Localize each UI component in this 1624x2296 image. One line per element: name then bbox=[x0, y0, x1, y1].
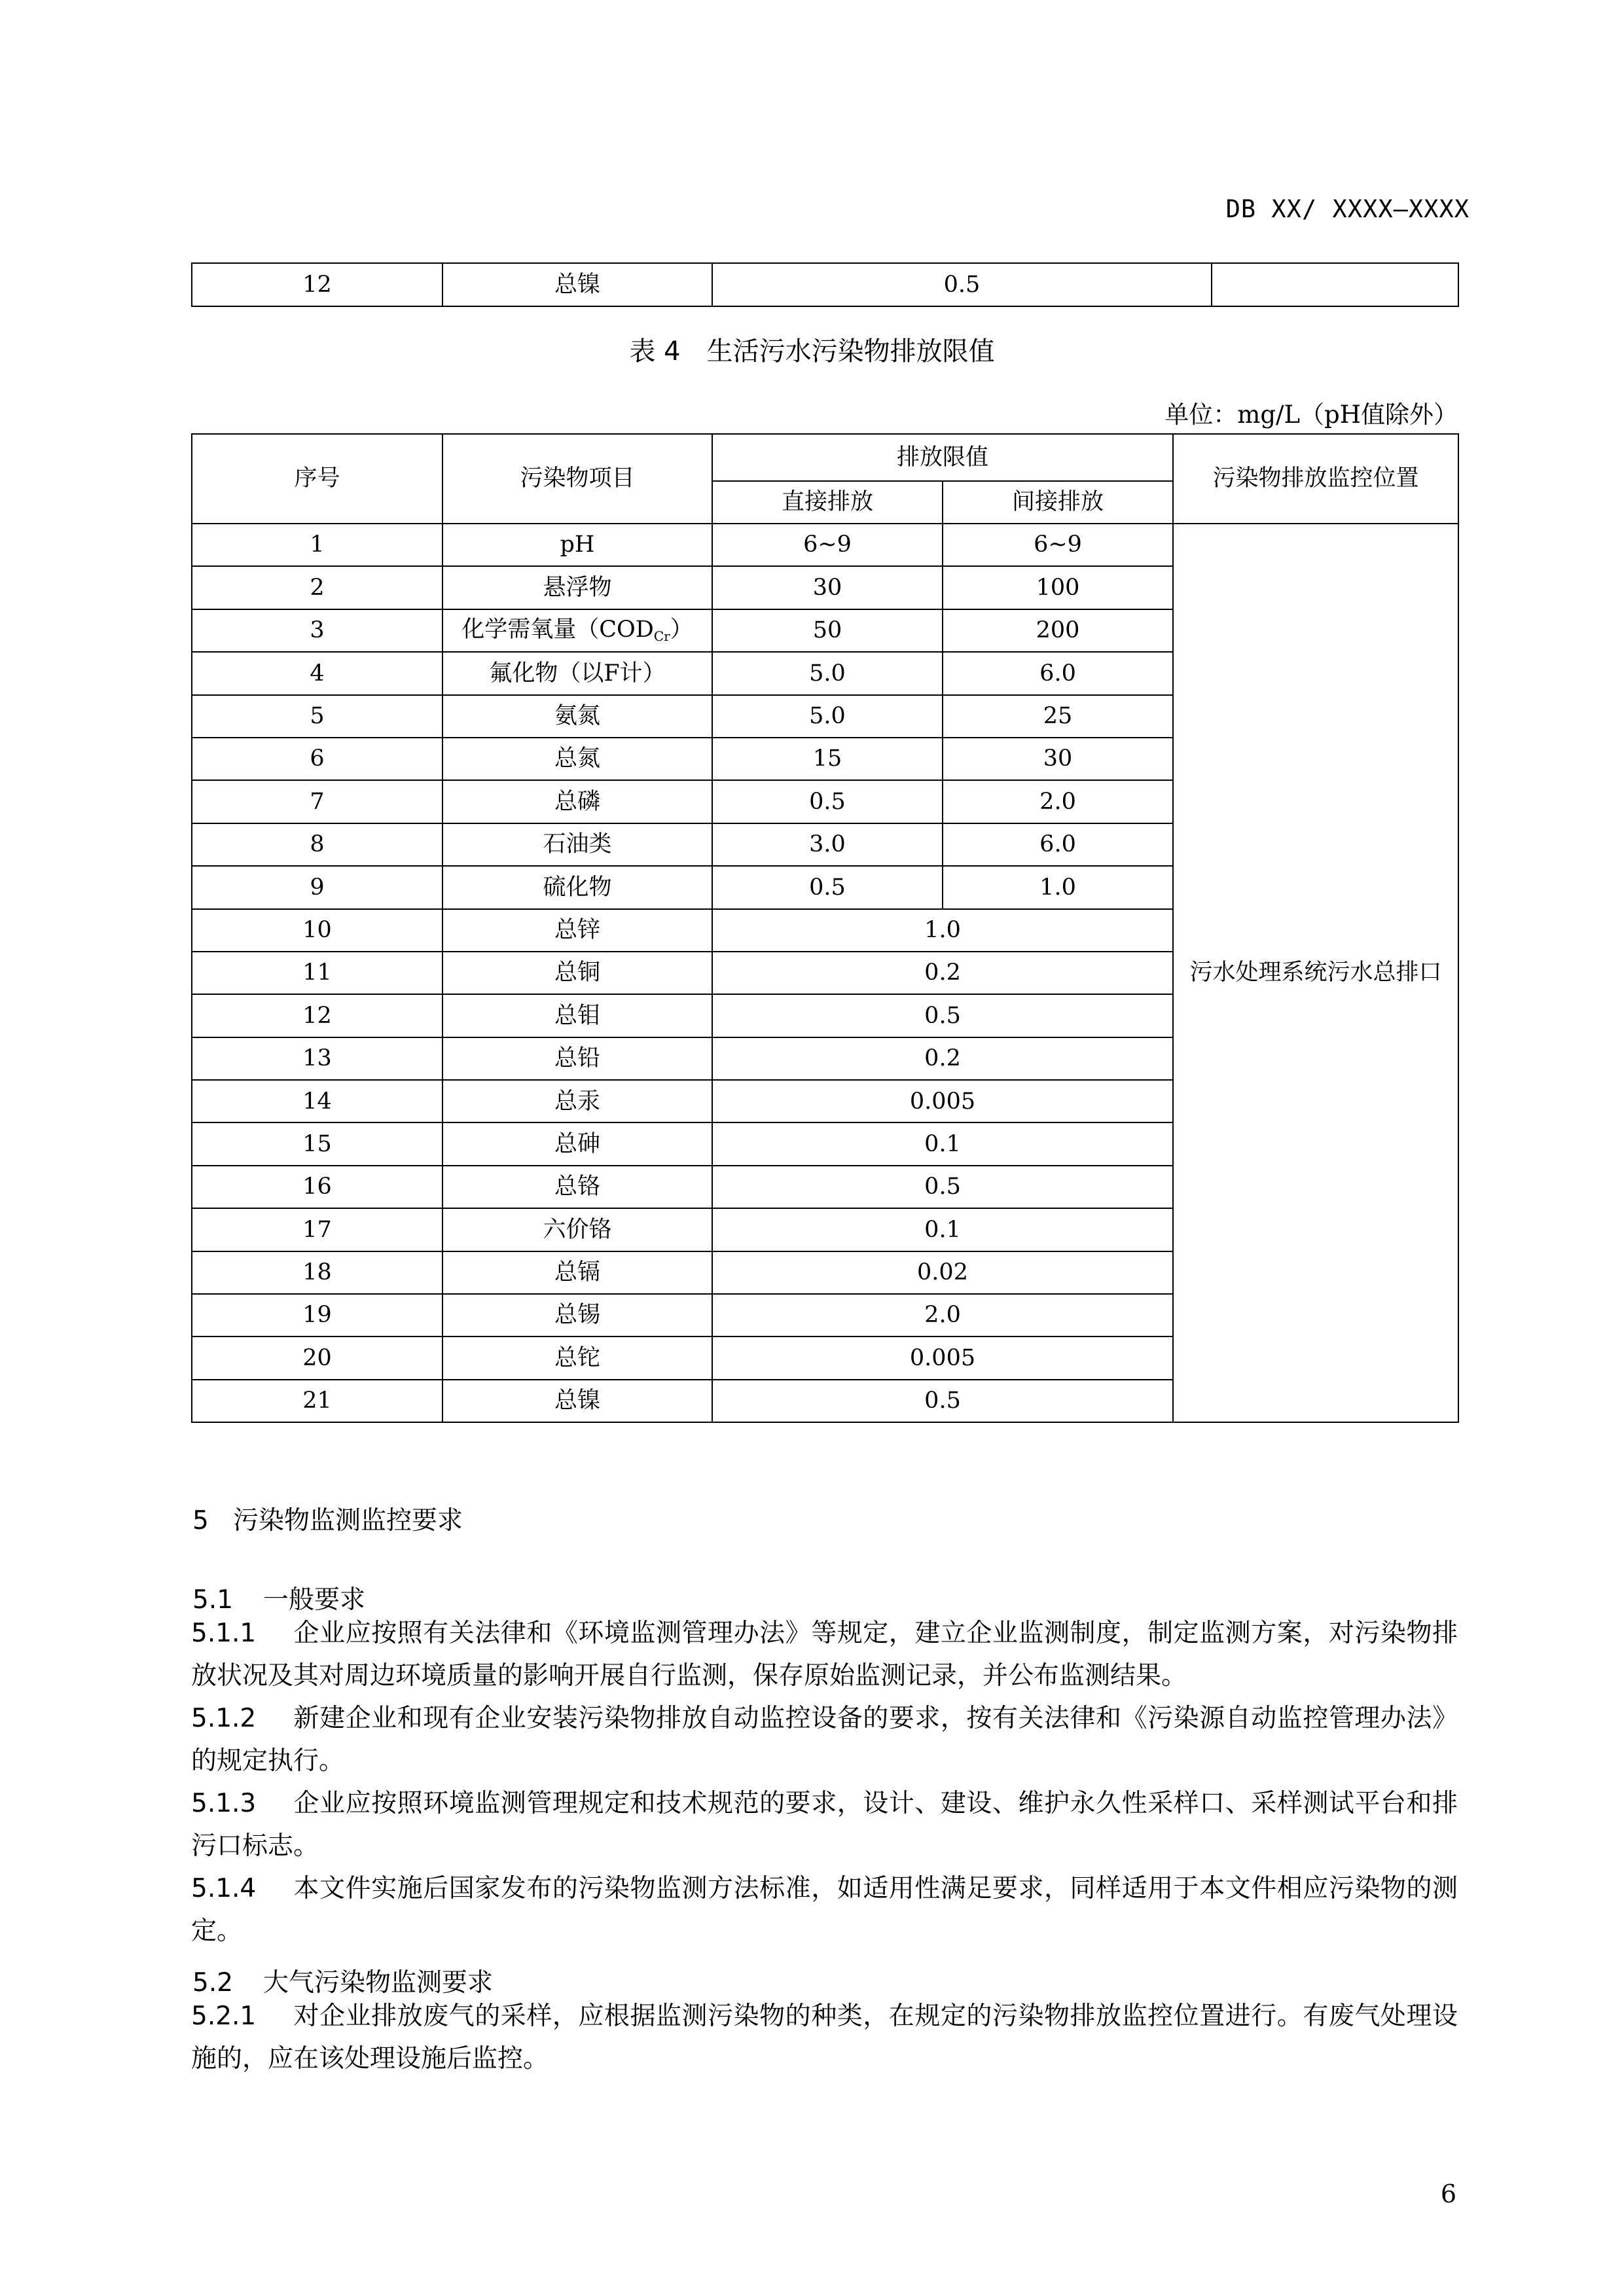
discharge-limit: 0.5 bbox=[712, 1380, 1173, 1422]
monitoring-location: 污水处理系统污水总排口 bbox=[1173, 524, 1458, 1422]
row-number: 8 bbox=[192, 823, 442, 866]
row-number: 13 bbox=[192, 1037, 442, 1080]
clause-number: 5.1.4 bbox=[191, 1874, 257, 1903]
row-number: 1 bbox=[192, 524, 442, 566]
discharge-limit: 0.005 bbox=[712, 1336, 1173, 1379]
header-item: 污染物项目 bbox=[442, 434, 712, 524]
clause-text: 对企业排放废气的采样，应根据监测污染物的种类，在规定的污染物排放监控位置进行。有废气处理设施的，应在该处理设施后监控。 bbox=[191, 2001, 1458, 2073]
clause-text: 企业应按照有关法律和《环境监测管理办法》等规定，建立企业监测制度，制定监测方案，对污染物排放状况及其对周边环境质量的影响开展自行监测，保存原始监测记录，并公布监测结果。 bbox=[191, 1619, 1458, 1691]
discharge-limit: 0.2 bbox=[712, 1037, 1173, 1080]
direct-discharge-limit: 0.5 bbox=[712, 866, 943, 908]
direct-discharge-limit: 30 bbox=[712, 566, 943, 609]
item-text: 化学需氧量（COD bbox=[461, 617, 654, 643]
row-number: 12 bbox=[192, 994, 442, 1037]
document-code: DB XX/ XXXX—XXXX bbox=[1225, 195, 1470, 223]
row-number: 9 bbox=[192, 866, 442, 908]
direct-discharge-limit: 3.0 bbox=[712, 823, 943, 866]
page-number: 6 bbox=[1440, 2179, 1456, 2208]
indirect-discharge-limit: 100 bbox=[943, 566, 1173, 609]
section-number: 5.2 bbox=[192, 1968, 234, 1998]
discharge-limit: 1.0 bbox=[712, 909, 1173, 952]
discharge-limit: 0.5 bbox=[712, 1166, 1173, 1208]
pollutant-item: 总铜 bbox=[442, 952, 712, 994]
row-number: 21 bbox=[192, 1380, 442, 1422]
discharge-limit: 2.0 bbox=[712, 1294, 1173, 1336]
discharge-limit: 0.1 bbox=[712, 1122, 1173, 1165]
indirect-discharge-limit: 6~9 bbox=[943, 524, 1173, 566]
clause-number: 5.2.1 bbox=[191, 2001, 257, 2031]
discharge-limit: 0.2 bbox=[712, 952, 1173, 994]
monitoring-location bbox=[1212, 263, 1458, 306]
pollutant-item: 总镍 bbox=[442, 263, 712, 306]
row-number: 14 bbox=[192, 1080, 442, 1122]
limit-value: 0.5 bbox=[712, 263, 1212, 306]
pollutant-item: 总氮 bbox=[442, 738, 712, 780]
indirect-discharge-limit: 6.0 bbox=[943, 652, 1173, 694]
clause-paragraph bbox=[191, 1995, 1458, 2080]
discharge-limit: 0.5 bbox=[712, 994, 1173, 1037]
clause-paragraph bbox=[191, 1867, 1458, 1952]
row-number: 6 bbox=[192, 738, 442, 780]
clause-text: 本文件实施后国家发布的污染物监测方法标准，如适用性满足要求，同样适用于本文件相应污染物的测定。 bbox=[191, 1874, 1458, 1946]
header-limit: 排放限值 bbox=[712, 434, 1173, 481]
direct-discharge-limit: 50 bbox=[712, 609, 943, 652]
pollutant-item: 总磷 bbox=[442, 780, 712, 823]
section-title: 一般要求 bbox=[263, 1585, 366, 1615]
row-number: 12 bbox=[192, 263, 442, 306]
pollutant-item: 总镍 bbox=[442, 1380, 712, 1422]
section-number: 5.1 bbox=[192, 1585, 234, 1615]
pollutant-item: pH bbox=[442, 524, 712, 566]
direct-discharge-limit: 0.5 bbox=[712, 780, 943, 823]
section-heading-5-1 bbox=[192, 1579, 365, 1616]
pollutant-item: 总镉 bbox=[442, 1251, 712, 1294]
pollutant-item: 总铬 bbox=[442, 1166, 712, 1208]
clause-text: 企业应按照环境监测管理规定和技术规范的要求，设计、建设、维护永久性采样口、采样测试平台和排污口标志。 bbox=[191, 1789, 1458, 1861]
pollutant-item: 总钼 bbox=[442, 994, 712, 1037]
clause-number: 5.1.2 bbox=[191, 1704, 257, 1733]
header-indirect: 间接排放 bbox=[943, 481, 1173, 524]
row-number: 3 bbox=[192, 609, 442, 652]
table-unit: 单位：mg/L（pH值除外） bbox=[1164, 401, 1458, 429]
header-location: 污染物排放监控位置 bbox=[1173, 434, 1458, 524]
pollutant-item: 硫化物 bbox=[442, 866, 712, 908]
row-number: 5 bbox=[192, 695, 442, 738]
section-heading-5-2 bbox=[192, 1962, 493, 1999]
table-title: 表 4 生活污水污染物排放限值 bbox=[629, 336, 995, 367]
clause-number: 5.1.1 bbox=[191, 1619, 257, 1648]
row-number: 15 bbox=[192, 1122, 442, 1165]
direct-discharge-limit: 6~9 bbox=[712, 524, 943, 566]
clause-text: 新建企业和现有企业安装污染物排放自动监控设备的要求，按有关法律和《污染源自动监控管理办法》的规定执行。 bbox=[191, 1704, 1458, 1776]
pollutant-item: 六价铬 bbox=[442, 1208, 712, 1251]
direct-discharge-limit: 5.0 bbox=[712, 695, 943, 738]
pollutant-item: 氨氮 bbox=[442, 695, 712, 738]
row-number: 11 bbox=[192, 952, 442, 994]
direct-discharge-limit: 15 bbox=[712, 738, 943, 780]
discharge-limit: 0.02 bbox=[712, 1251, 1173, 1294]
section-title: 污染物监测监控要求 bbox=[233, 1506, 463, 1535]
row-number: 17 bbox=[192, 1208, 442, 1251]
clause-paragraph bbox=[191, 1782, 1458, 1867]
pollutant-item: 石油类 bbox=[442, 823, 712, 866]
clause-number: 5.1.3 bbox=[191, 1789, 257, 1818]
indirect-discharge-limit: 200 bbox=[943, 609, 1173, 652]
item-subscript: Cr bbox=[653, 628, 670, 645]
pollutant-item: 总砷 bbox=[442, 1122, 712, 1165]
table-row bbox=[192, 524, 1458, 566]
header-no: 序号 bbox=[192, 434, 442, 524]
row-number: 4 bbox=[192, 652, 442, 694]
row-number: 18 bbox=[192, 1251, 442, 1294]
section-heading-5 bbox=[192, 1500, 463, 1537]
discharge-limit: 0.005 bbox=[712, 1080, 1173, 1122]
indirect-discharge-limit: 6.0 bbox=[943, 823, 1173, 866]
domestic-sewage-limit-table bbox=[191, 433, 1459, 1423]
discharge-limit: 0.1 bbox=[712, 1208, 1173, 1251]
indirect-discharge-limit: 2.0 bbox=[943, 780, 1173, 823]
item-tail: ） bbox=[670, 617, 693, 643]
row-number: 16 bbox=[192, 1166, 442, 1208]
pollutant-item: 总锌 bbox=[442, 909, 712, 952]
table-header-row bbox=[192, 434, 1458, 481]
direct-discharge-limit: 5.0 bbox=[712, 652, 943, 694]
clause-paragraph bbox=[191, 1697, 1458, 1782]
indirect-discharge-limit: 30 bbox=[943, 738, 1173, 780]
header-direct: 直接排放 bbox=[712, 481, 943, 524]
row-number: 19 bbox=[192, 1294, 442, 1336]
pollutant-item: 总锡 bbox=[442, 1294, 712, 1336]
table-row bbox=[192, 263, 1458, 306]
row-number: 2 bbox=[192, 566, 442, 609]
pollutant-item: 总铅 bbox=[442, 1037, 712, 1080]
pollutant-item: 悬浮物 bbox=[442, 566, 712, 609]
indirect-discharge-limit: 1.0 bbox=[943, 866, 1173, 908]
pollutant-item bbox=[442, 609, 712, 652]
row-number: 20 bbox=[192, 1336, 442, 1379]
section-title: 大气污染物监测要求 bbox=[263, 1968, 494, 1998]
pollutant-item: 总汞 bbox=[442, 1080, 712, 1122]
indirect-discharge-limit: 25 bbox=[943, 695, 1173, 738]
clause-paragraph bbox=[191, 1612, 1458, 1697]
previous-table-tail bbox=[191, 262, 1459, 307]
pollutant-item: 氟化物（以F计） bbox=[442, 652, 712, 694]
section-number: 5 bbox=[192, 1506, 209, 1535]
pollutant-item: 总铊 bbox=[442, 1336, 712, 1379]
row-number: 7 bbox=[192, 780, 442, 823]
row-number: 10 bbox=[192, 909, 442, 952]
